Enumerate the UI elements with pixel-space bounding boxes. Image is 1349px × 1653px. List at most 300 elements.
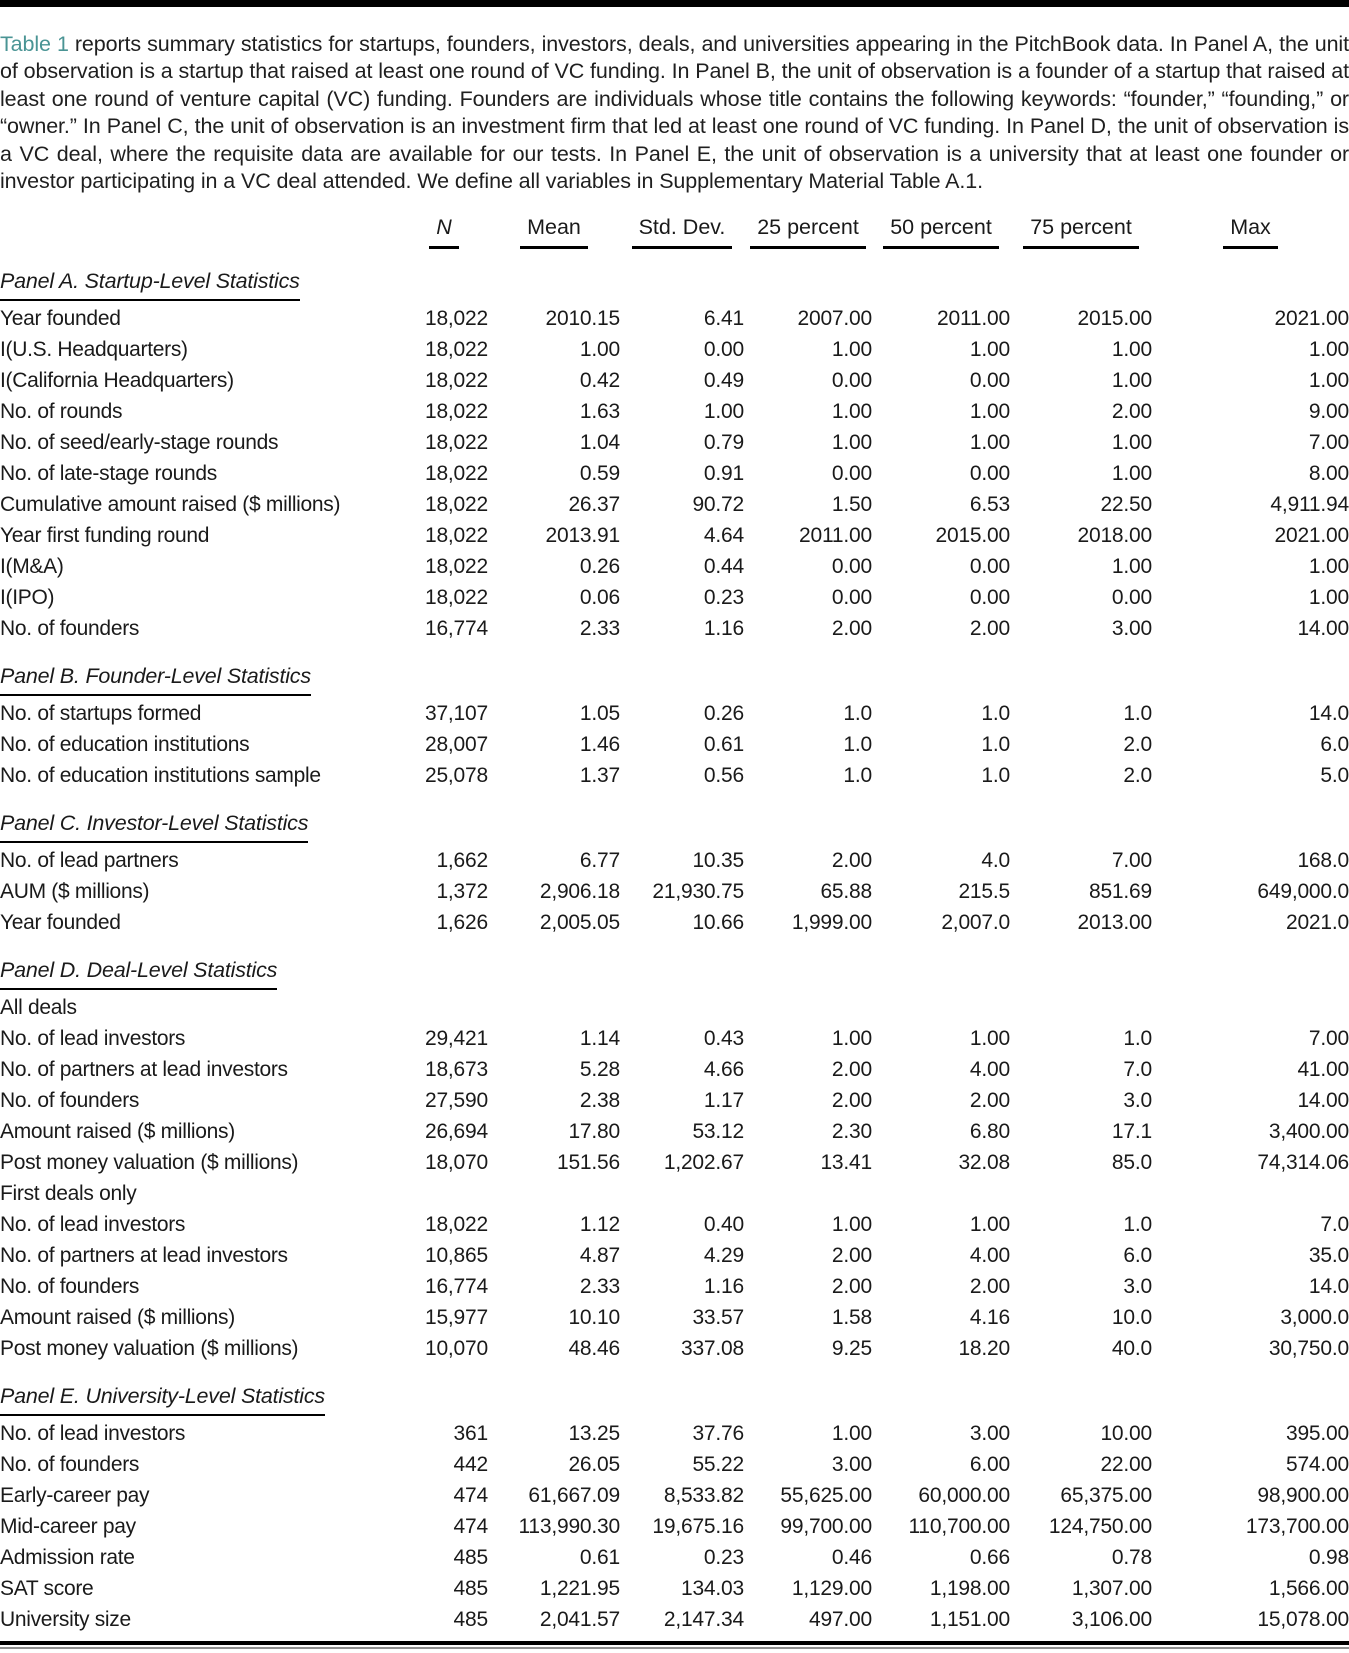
cell-value: 0.26 (579, 554, 620, 578)
column-header-n (400, 205, 488, 249)
cell-value: 2.00 (831, 1243, 872, 1267)
cell-value: 2.00 (831, 1057, 872, 1081)
cell-value: 1.0 (981, 732, 1010, 756)
cell-value: 22.50 (1100, 492, 1152, 516)
cell-value: 4.64 (703, 523, 744, 547)
cell-value: 21,930.75 (652, 879, 744, 903)
cell-value: 1.50 (831, 492, 872, 516)
cell-value: 2.00 (831, 1088, 872, 1112)
cell-value: 65,375.00 (1060, 1483, 1152, 1507)
cell-value: 2010.15 (545, 306, 620, 330)
cell-value: 7.00 (1308, 430, 1349, 454)
column-header-p50-label: 50 percent (883, 215, 999, 249)
cell-value: 2.33 (579, 616, 620, 640)
row-label: No. of lead partners (0, 848, 179, 872)
cell-value: 26.37 (568, 492, 620, 516)
subheader-label: All deals (0, 995, 77, 1019)
cell-value: 0.23 (703, 585, 744, 609)
row-label-header (0, 205, 400, 249)
cell-value: 15,078.00 (1257, 1607, 1349, 1631)
cell-value: 1,307.00 (1071, 1576, 1152, 1600)
cell-value: 27,590 (424, 1088, 488, 1112)
table-row (0, 427, 1349, 458)
cell-value: 497.00 (808, 1607, 872, 1631)
cell-value: 0.46 (831, 1545, 872, 1569)
cell-value: 1.00 (969, 337, 1010, 361)
row-label: SAT score (0, 1576, 94, 1600)
cell-value: 0.06 (579, 585, 620, 609)
cell-value: 18,022 (424, 368, 488, 392)
row-label: Amount raised ($ millions) (0, 1119, 235, 1143)
row-label: I(M&A) (0, 554, 64, 578)
table-row (0, 303, 1349, 334)
cell-value: 26,694 (424, 1119, 488, 1143)
cell-value: 10,070 (424, 1336, 488, 1360)
cell-value: 14.0 (1308, 701, 1349, 725)
cell-value: 0.00 (831, 461, 872, 485)
cell-value: 1.00 (831, 1026, 872, 1050)
cell-value: 1.00 (1111, 368, 1152, 392)
cell-value: 8,533.82 (663, 1483, 744, 1507)
cell-value: 474 (453, 1514, 488, 1538)
cell-value: 13.41 (820, 1150, 872, 1174)
cell-value: 1.00 (831, 337, 872, 361)
table-row (0, 1302, 1349, 1333)
cell-value: 18,022 (424, 585, 488, 609)
cell-value: 0.00 (703, 337, 744, 361)
cell-value: 18.20 (958, 1336, 1010, 1360)
table-caption (0, 31, 1349, 195)
cell-value: 0.00 (831, 554, 872, 578)
row-label: No. of lead investors (0, 1026, 186, 1050)
cell-value: 35.0 (1308, 1243, 1349, 1267)
cell-value: 1,198.00 (929, 1576, 1010, 1600)
cell-value: 1.63 (579, 399, 620, 423)
cell-value: 18,070 (424, 1150, 488, 1174)
cell-value: 1.00 (1308, 554, 1349, 578)
cell-value: 13.25 (568, 1421, 620, 1445)
row-label: Year founded (0, 910, 121, 934)
cell-value: 0.42 (579, 368, 620, 392)
table-row (0, 729, 1349, 760)
cell-value: 55.22 (692, 1452, 744, 1476)
table-row (0, 1604, 1349, 1635)
cell-value: 65.88 (820, 879, 872, 903)
cell-value: 1,129.00 (791, 1576, 872, 1600)
cell-value: 3.00 (969, 1421, 1010, 1445)
panel-title: Panel A. Startup-Level Statistics (0, 269, 300, 301)
panel-heading-row (0, 644, 1349, 698)
cell-value: 2.00 (969, 1088, 1010, 1112)
cell-value: 1.58 (831, 1305, 872, 1329)
cell-value: 10.00 (1100, 1421, 1152, 1445)
table-row (0, 1209, 1349, 1240)
table-row (0, 458, 1349, 489)
row-label: No. of founders (0, 1274, 140, 1298)
cell-value: 8.00 (1308, 461, 1349, 485)
cell-value: 5.0 (1320, 763, 1349, 787)
cell-value: 40.0 (1111, 1336, 1152, 1360)
cell-value: 485 (453, 1576, 488, 1600)
panel-heading-row (0, 249, 1349, 303)
cell-value: 215.5 (958, 879, 1010, 903)
row-label: No. of education institutions (0, 732, 250, 756)
cell-value: 60,000.00 (918, 1483, 1010, 1507)
cell-value: 10.35 (692, 848, 744, 872)
cell-value: 7.00 (1308, 1026, 1349, 1050)
cell-value: 16,774 (424, 616, 488, 640)
row-label: No. of lead investors (0, 1212, 186, 1236)
summary-statistics-table (0, 205, 1349, 1635)
cell-value: 0.44 (703, 554, 744, 578)
cell-value: 2,007.0 (941, 910, 1010, 934)
cell-value: 113,990.30 (518, 1514, 620, 1538)
cell-value: 0.49 (703, 368, 744, 392)
cell-value: 2,147.34 (663, 1607, 744, 1631)
subheader-row (0, 1178, 1349, 1209)
cell-value: 18,022 (424, 399, 488, 423)
cell-value: 1.00 (1308, 585, 1349, 609)
cell-value: 1,151.00 (929, 1607, 1010, 1631)
cell-value: 4.66 (703, 1057, 744, 1081)
cell-value: 395.00 (1285, 1421, 1349, 1445)
cell-value: 1,626 (436, 910, 488, 934)
cell-value: 2.00 (969, 1274, 1010, 1298)
cell-value: 1.16 (703, 616, 744, 640)
cell-value: 10.0 (1111, 1305, 1152, 1329)
cell-value: 1.00 (831, 430, 872, 454)
cell-value: 1.0 (981, 763, 1010, 787)
table-row (0, 1240, 1349, 1271)
table-row (0, 907, 1349, 938)
cell-value: 19,675.16 (652, 1514, 744, 1538)
cell-value: 2015.00 (935, 523, 1010, 547)
table-row (0, 698, 1349, 729)
table-row (0, 520, 1349, 551)
cell-value: 1,202.67 (663, 1150, 744, 1174)
cell-value: 15,977 (424, 1305, 488, 1329)
cell-value: 1.00 (831, 399, 872, 423)
bottom-rule-thin-line (0, 1647, 1349, 1649)
cell-value: 2013.91 (545, 523, 620, 547)
row-label: No. of founders (0, 1088, 140, 1112)
column-header-stddev (620, 205, 744, 249)
cell-value: 649,000.0 (1257, 879, 1349, 903)
cell-value: 0.40 (703, 1212, 744, 1236)
cell-value: 474 (453, 1483, 488, 1507)
column-header-p50 (872, 205, 1010, 249)
cell-value: 3.0 (1123, 1088, 1152, 1112)
cell-value: 37,107 (424, 701, 488, 725)
row-label: University size (0, 1607, 131, 1631)
table-row (0, 1542, 1349, 1573)
cell-value: 4.0 (981, 848, 1010, 872)
cell-value: 0.98 (1308, 1545, 1349, 1569)
cell-value: 10.66 (692, 910, 744, 934)
column-header-mean (488, 205, 620, 249)
cell-value: 1.00 (969, 1026, 1010, 1050)
cell-value: 0.00 (969, 585, 1010, 609)
row-label: No. of seed/early-stage rounds (0, 430, 279, 454)
row-label: Cumulative amount raised ($ millions) (0, 492, 341, 516)
table-row (0, 613, 1349, 644)
cell-value: 2015.00 (1077, 306, 1152, 330)
cell-value: 0.79 (703, 430, 744, 454)
cell-value: 1.16 (703, 1274, 744, 1298)
cell-value: 6.0 (1320, 732, 1349, 756)
table-row (0, 1418, 1349, 1449)
table-row (0, 365, 1349, 396)
table-row (0, 845, 1349, 876)
cell-value: 4.16 (969, 1305, 1010, 1329)
row-label: No. of startups formed (0, 701, 202, 725)
table-row (0, 1449, 1349, 1480)
cell-value: 1.0 (843, 701, 872, 725)
cell-value: 0.00 (969, 554, 1010, 578)
column-header-row (0, 205, 1349, 249)
cell-value: 0.66 (969, 1545, 1010, 1569)
cell-value: 6.41 (703, 306, 744, 330)
cell-value: 0.61 (703, 732, 744, 756)
row-label: I(U.S. Headquarters) (0, 337, 188, 361)
cell-value: 2021.00 (1274, 306, 1349, 330)
cell-value: 18,022 (424, 523, 488, 547)
cell-value: 485 (453, 1607, 488, 1631)
cell-value: 4.87 (579, 1243, 620, 1267)
cell-value: 18,022 (424, 430, 488, 454)
cell-value: 1.12 (579, 1212, 620, 1236)
panel-title: Panel C. Investor-Level Statistics (0, 811, 308, 843)
cell-value: 37.76 (692, 1421, 744, 1445)
cell-value: 2.30 (831, 1119, 872, 1143)
cell-value: 1.0 (981, 701, 1010, 725)
table-row (0, 1147, 1349, 1178)
cell-value: 1.37 (579, 763, 620, 787)
table-bottom-rule (0, 1641, 1349, 1649)
row-label: No. of late-stage rounds (0, 461, 217, 485)
cell-value: 28,007 (424, 732, 488, 756)
column-header-mean-label: Mean (520, 215, 588, 249)
row-label: No. of education institutions sample (0, 763, 321, 787)
cell-value: 5.28 (579, 1057, 620, 1081)
cell-value: 851.69 (1088, 879, 1152, 903)
cell-value: 17.1 (1111, 1119, 1152, 1143)
cell-value: 2011.00 (937, 306, 1010, 330)
cell-value: 0.00 (831, 368, 872, 392)
row-label: AUM ($ millions) (0, 879, 150, 903)
cell-value: 3,106.00 (1071, 1607, 1152, 1631)
cell-value: 6.53 (969, 492, 1010, 516)
cell-value: 1.00 (579, 337, 620, 361)
table-row (0, 1480, 1349, 1511)
cell-value: 1.00 (831, 1421, 872, 1445)
cell-value: 2021.0 (1285, 910, 1349, 934)
cell-value: 85.0 (1111, 1150, 1152, 1174)
cell-value: 3,000.0 (1280, 1305, 1349, 1329)
cell-value: 0.56 (703, 763, 744, 787)
cell-value: 0.00 (831, 585, 872, 609)
cell-value: 1.00 (1111, 430, 1152, 454)
table-row (0, 876, 1349, 907)
cell-value: 1.00 (1308, 337, 1349, 361)
cell-value: 41.00 (1297, 1057, 1349, 1081)
cell-value: 14.00 (1297, 1088, 1349, 1112)
cell-value: 30,750.0 (1268, 1336, 1349, 1360)
cell-value: 1,999.00 (791, 910, 872, 934)
cell-value: 3.00 (1111, 616, 1152, 640)
cell-value: 18,022 (424, 1212, 488, 1236)
cell-value: 1.17 (703, 1088, 744, 1112)
cell-value: 10,865 (424, 1243, 488, 1267)
cell-value: 361 (453, 1421, 488, 1445)
table-row (0, 334, 1349, 365)
cell-value: 0.61 (579, 1545, 620, 1569)
cell-value: 4.00 (969, 1243, 1010, 1267)
table-caption-text: reports summary statistics for startups, founders, investors, deals, and universities appearing in the PitchBook data. In Panel A, the unit of observation is a startup that raised at least one round of VC funding. In Panel B, the unit of observation is a founder of a startup that raised at least one round of venture capital (VC) funding. Founders are individuals whose title contains the following keywords: “founder,” “founding,” or “owner.” In Panel C, the unit of observation is an investment firm that led at least one round of VC funding. In Panel D, the unit of observation is a VC deal, where the requisite data are available for our tests. In Panel E, the unit of observation is a university that at least one founder or investor participating in a VC deal attended. We define all variables in Supplementary Material Table A.1. (0, 32, 1349, 194)
table-top-rule (0, 0, 1349, 7)
cell-value: 2,906.18 (539, 879, 620, 903)
cell-value: 22.00 (1100, 1452, 1152, 1476)
cell-value: 0.00 (1111, 585, 1152, 609)
panel-heading-row (0, 1364, 1349, 1418)
cell-value: 18,022 (424, 554, 488, 578)
cell-value: 4.29 (703, 1243, 744, 1267)
row-label: No. of lead investors (0, 1421, 186, 1445)
cell-value: 2.00 (1111, 399, 1152, 423)
cell-value: 18,673 (424, 1057, 488, 1081)
cell-value: 61,667.09 (528, 1483, 620, 1507)
panel-heading-row (0, 791, 1349, 845)
table-row (0, 1333, 1349, 1364)
cell-value: 1.0 (1123, 1212, 1152, 1236)
cell-value: 17.80 (568, 1119, 620, 1143)
row-label: Early-career pay (0, 1483, 150, 1507)
cell-value: 25,078 (424, 763, 488, 787)
cell-value: 1,662 (436, 848, 488, 872)
cell-value: 485 (453, 1545, 488, 1569)
row-label: No. of partners at lead investors (0, 1057, 288, 1081)
cell-value: 6.80 (969, 1119, 1010, 1143)
cell-value: 2011.00 (799, 523, 872, 547)
column-header-p75 (1010, 205, 1152, 249)
cell-value: 337.08 (680, 1336, 744, 1360)
cell-value: 134.03 (680, 1576, 744, 1600)
cell-value: 18,022 (424, 492, 488, 516)
cell-value: 442 (453, 1452, 488, 1476)
cell-value: 2.00 (969, 616, 1010, 640)
row-label: No. of partners at lead investors (0, 1243, 288, 1267)
table-row (0, 582, 1349, 613)
subheader-label: First deals only (0, 1181, 137, 1205)
column-header-max (1152, 205, 1349, 249)
cell-value: 18,022 (424, 306, 488, 330)
row-label: No. of founders (0, 616, 140, 640)
cell-value: 2007.00 (797, 306, 872, 330)
subheader-row (0, 992, 1349, 1023)
cell-value: 2018.00 (1077, 523, 1152, 547)
cell-value: 14.0 (1308, 1274, 1349, 1298)
cell-value: 110,700.00 (908, 1514, 1010, 1538)
panel-title: Panel D. Deal-Level Statistics (0, 958, 277, 990)
cell-value: 1.00 (969, 1212, 1010, 1236)
cell-value: 1.04 (579, 430, 620, 454)
column-header-p75-label: 75 percent (1023, 215, 1139, 249)
cell-value: 0.23 (703, 1545, 744, 1569)
column-header-p25 (744, 205, 872, 249)
cell-value: 33.57 (692, 1305, 744, 1329)
cell-value: 2.0 (1123, 732, 1152, 756)
cell-value: 6.00 (969, 1452, 1010, 1476)
cell-value: 1.14 (579, 1026, 620, 1050)
cell-value: 7.0 (1320, 1212, 1349, 1236)
cell-value: 29,421 (424, 1026, 488, 1050)
row-label: Year founded (0, 306, 121, 330)
table-row (0, 1511, 1349, 1542)
cell-value: 4.00 (969, 1057, 1010, 1081)
row-label: Amount raised ($ millions) (0, 1305, 235, 1329)
cell-value: 168.0 (1297, 848, 1349, 872)
table-row (0, 551, 1349, 582)
row-label: No. of founders (0, 1452, 140, 1476)
cell-value: 18,022 (424, 461, 488, 485)
column-header-max-label: Max (1223, 215, 1278, 249)
cell-value: 1,566.00 (1268, 1576, 1349, 1600)
cell-value: 124,750.00 (1048, 1514, 1152, 1538)
table-row (0, 1573, 1349, 1604)
cell-value: 6.77 (579, 848, 620, 872)
cell-value: 1.00 (969, 399, 1010, 423)
row-label: Post money valuation ($ millions) (0, 1150, 299, 1174)
cell-value: 0.26 (703, 701, 744, 725)
row-label: Post money valuation ($ millions) (0, 1336, 299, 1360)
cell-value: 2.00 (831, 848, 872, 872)
cell-value: 1.00 (1308, 368, 1349, 392)
cell-value: 14.00 (1297, 616, 1349, 640)
cell-value: 2.33 (579, 1274, 620, 1298)
cell-value: 98,900.00 (1257, 1483, 1349, 1507)
cell-value: 9.25 (831, 1336, 872, 1360)
row-label: Mid-career pay (0, 1514, 136, 1538)
table-1-link[interactable]: Table 1 (0, 32, 69, 56)
cell-value: 1.0 (1123, 701, 1152, 725)
cell-value: 0.78 (1111, 1545, 1152, 1569)
cell-value: 2013.00 (1077, 910, 1152, 934)
cell-value: 1.46 (579, 732, 620, 756)
cell-value: 1.0 (843, 763, 872, 787)
cell-value: 574.00 (1285, 1452, 1349, 1476)
column-header-p25-label: 25 percent (750, 215, 866, 249)
cell-value: 90.72 (692, 492, 744, 516)
table-row (0, 1271, 1349, 1302)
cell-value: 10.10 (568, 1305, 620, 1329)
cell-value: 48.46 (568, 1336, 620, 1360)
cell-value: 1.0 (843, 732, 872, 756)
cell-value: 1.00 (1111, 337, 1152, 361)
cell-value: 173,700.00 (1245, 1514, 1349, 1538)
cell-value: 7.0 (1123, 1057, 1152, 1081)
bottom-rule-thick-line (0, 1641, 1349, 1645)
table-row (0, 760, 1349, 791)
cell-value: 1.00 (703, 399, 744, 423)
panel-title: Panel B. Founder-Level Statistics (0, 664, 311, 696)
cell-value: 7.00 (1111, 848, 1152, 872)
cell-value: 0.00 (969, 368, 1010, 392)
cell-value: 1,221.95 (539, 1576, 620, 1600)
cell-value: 0.91 (703, 461, 744, 485)
cell-value: 4,911.94 (1270, 492, 1349, 516)
column-header-n-label: N (429, 215, 459, 249)
cell-value: 26.05 (568, 1452, 620, 1476)
